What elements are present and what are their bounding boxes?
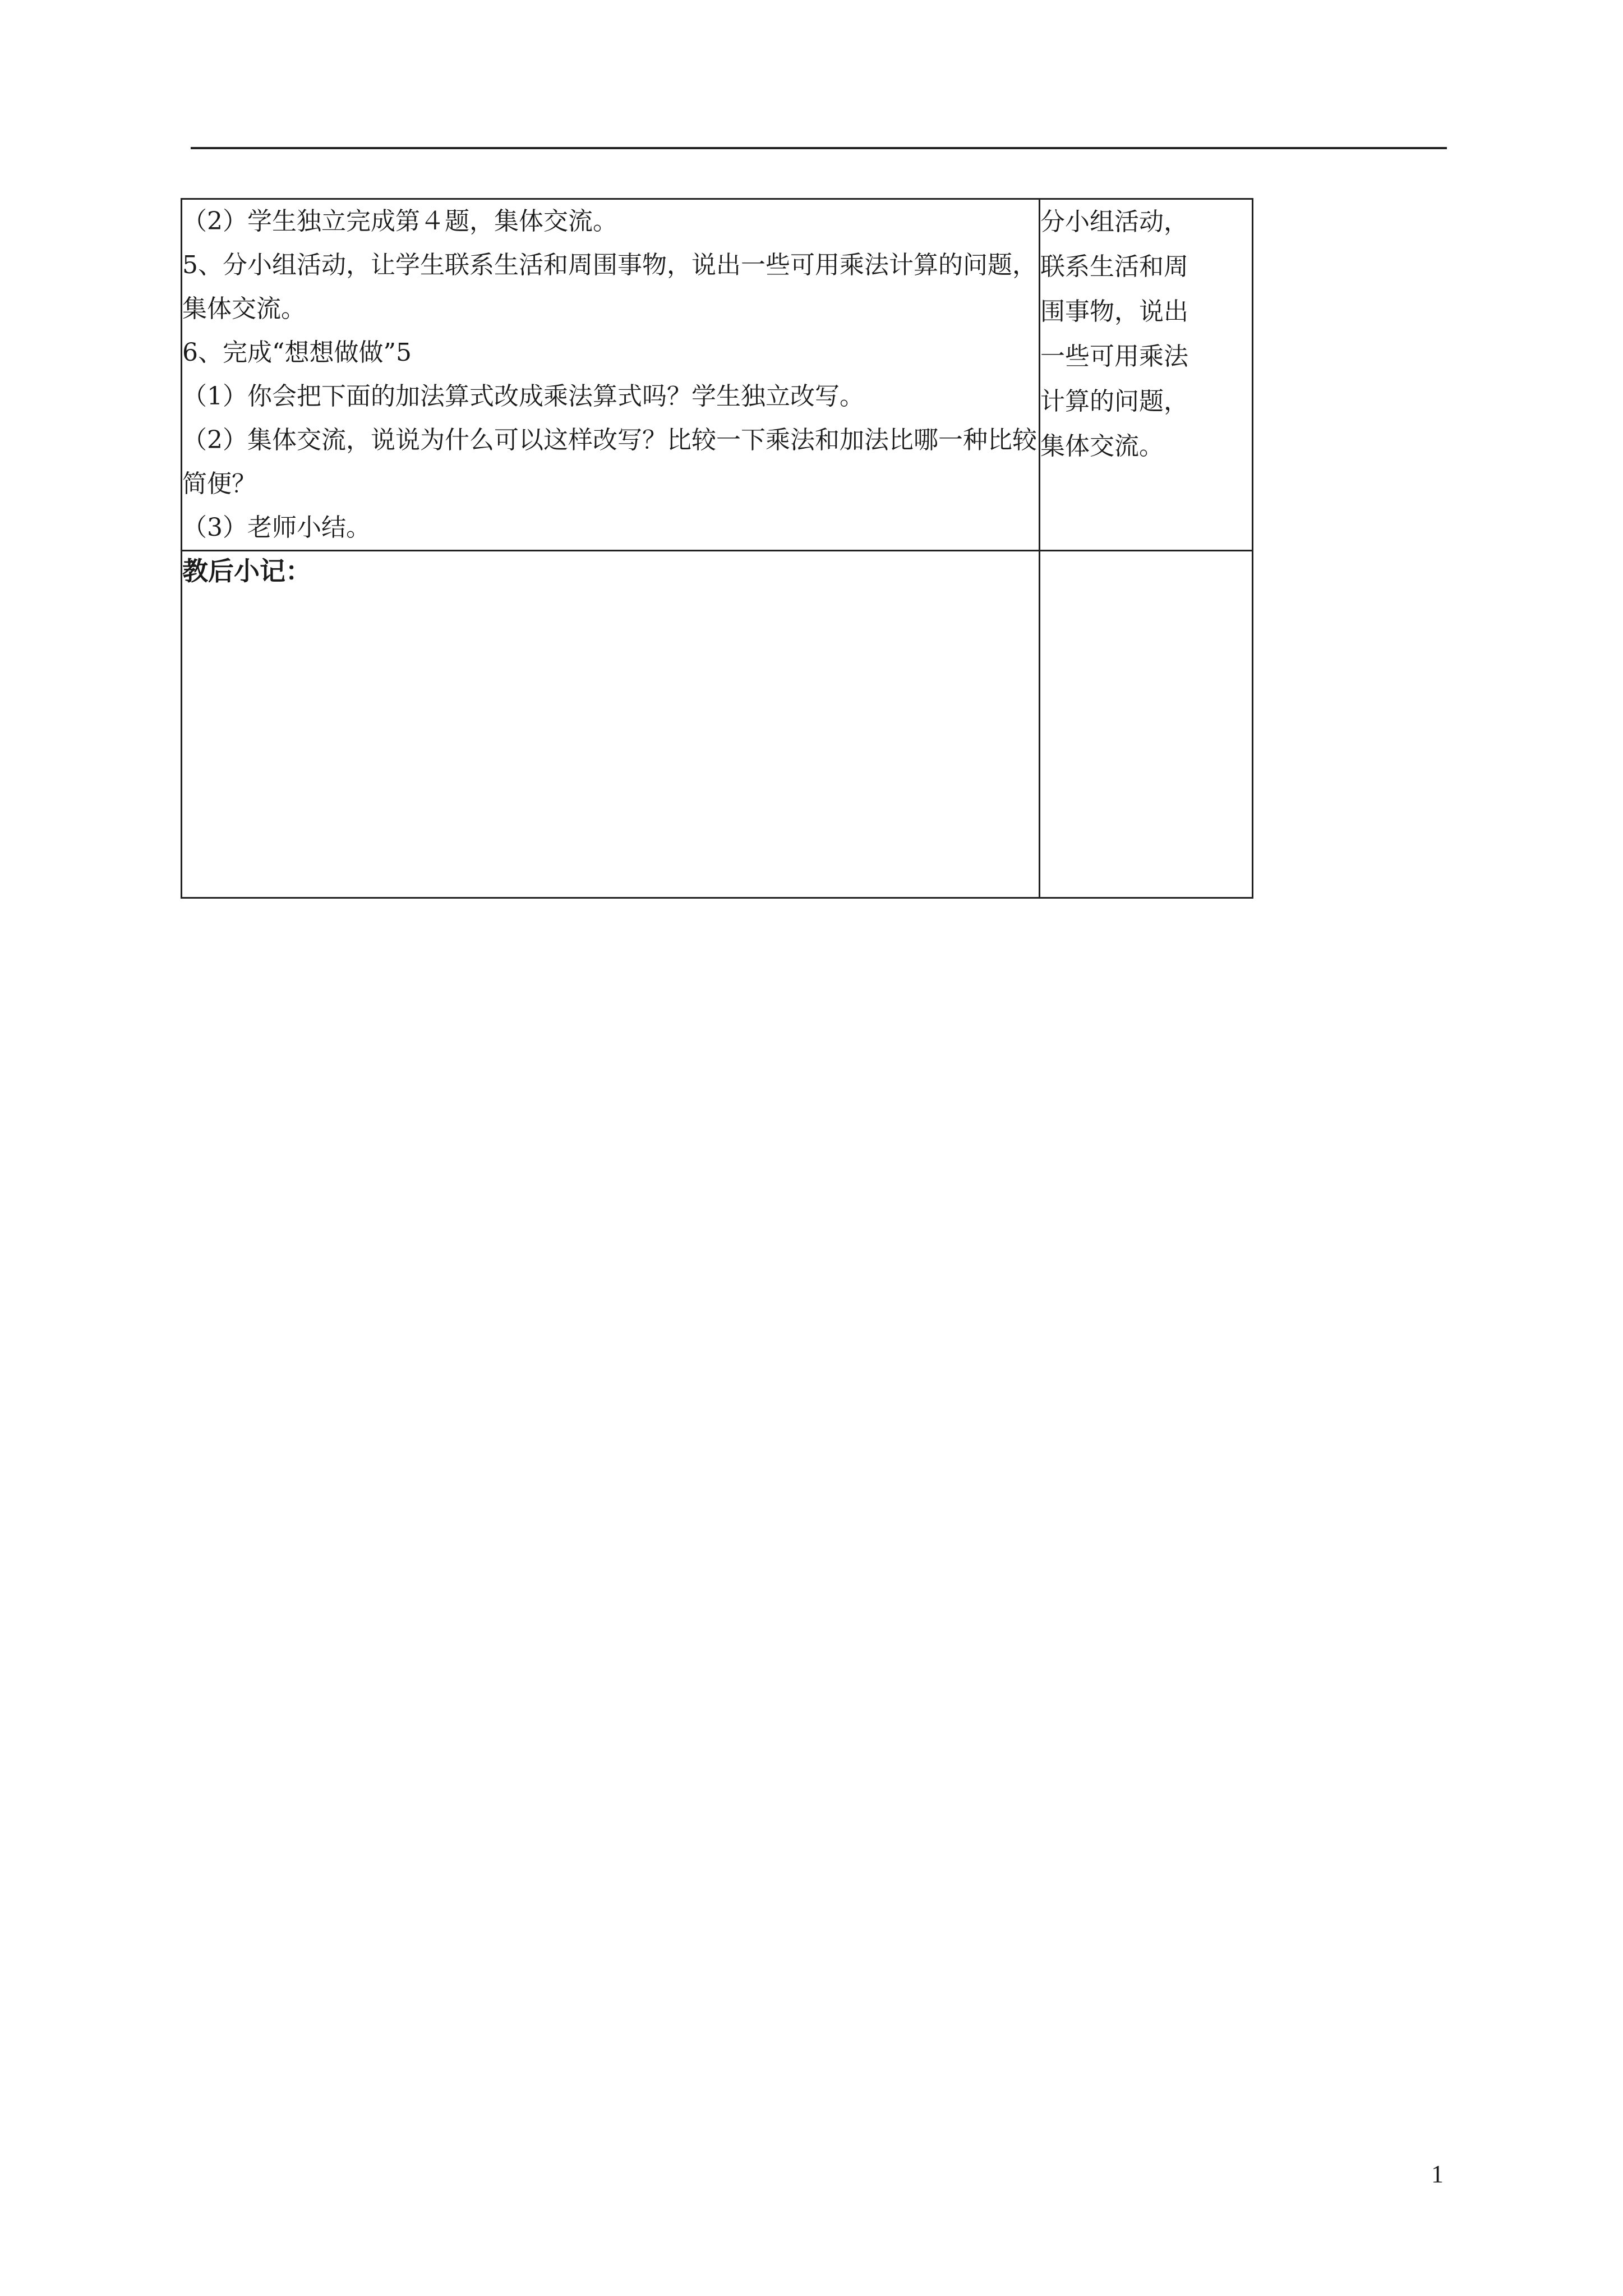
step-line: 6、完成“想想做做”5 [182,338,412,367]
step-line: （3）老师小结。 [182,513,371,542]
design-intent-cell [1040,199,1253,551]
notes-side-cell [1040,551,1253,898]
lesson-plan-table [181,198,1253,899]
step-line: （2）集体交流，说说为什么可以这样改写？比较一下乘法和加法比哪一种比较简便？ [182,426,1037,498]
side-note-line: 联系生活和周 [1040,252,1188,281]
activity-row [182,199,1253,551]
side-note-line: 围事物，说出 [1040,297,1188,326]
post-lesson-notes-label: 教后小记： [182,556,311,586]
post-lesson-notes-cell [182,551,1040,898]
side-note-line: 一些可用乘法 [1040,342,1188,371]
page-number: 1 [1431,2160,1444,2188]
step-line: 5、分小组活动，让学生联系生活和周围事物，说出一些可用乘法计算的问题，集体交流。 [182,251,1037,323]
side-note-line: 集体交流。 [1040,432,1164,461]
notes-row [182,551,1253,898]
side-note-line: 计算的问题， [1040,387,1188,416]
step-line: （2）学生独立完成第４题，集体交流。 [182,207,617,236]
step-line: （1）你会把下面的加法算式改成乘法算式吗？学生独立改写。 [182,382,864,411]
header-rule [191,147,1447,149]
side-note-line: 分小组活动， [1040,208,1188,236]
activity-steps-cell [182,199,1040,551]
